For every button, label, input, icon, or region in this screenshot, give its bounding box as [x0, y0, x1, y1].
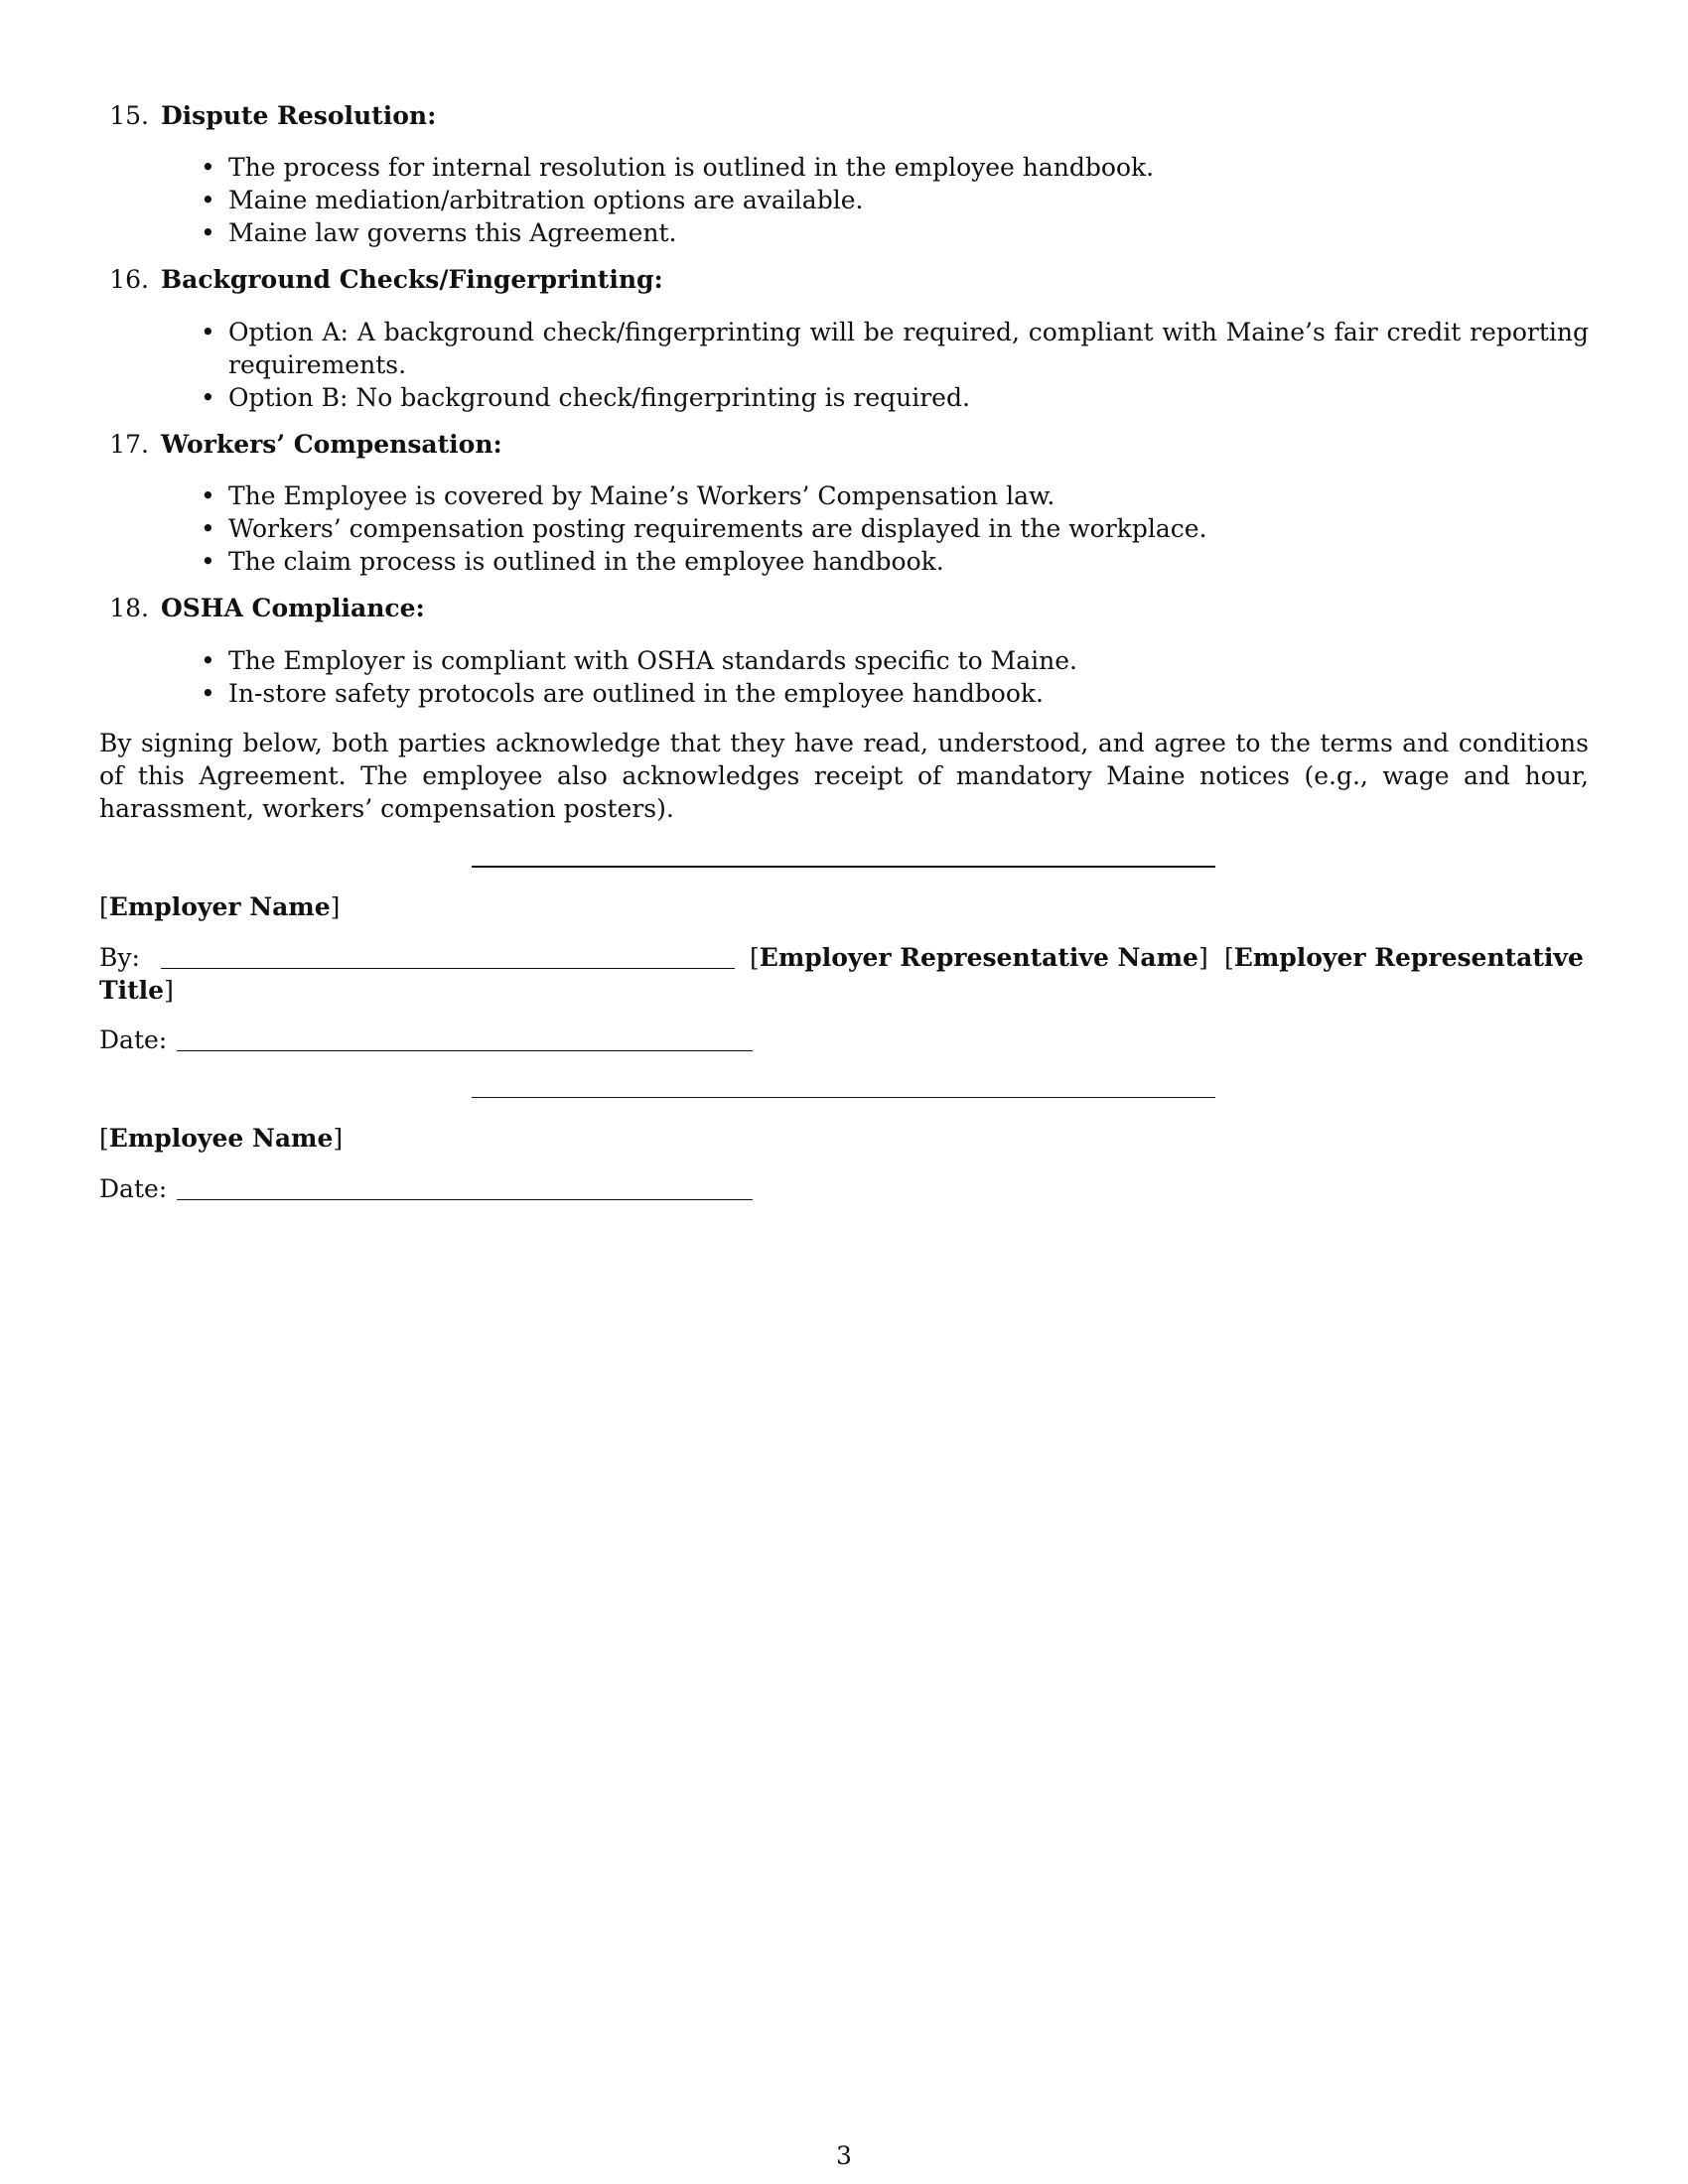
- list-item: • The process for internal resolution is outlined in the employee handbook.: [228, 151, 1589, 184]
- employee-date-line: [177, 1199, 753, 1200]
- section-title: Workers’ Compensation:: [161, 430, 502, 459]
- section-18-list: [228, 644, 1589, 710]
- section-15-list: [228, 151, 1589, 249]
- section-17-list: [228, 479, 1589, 578]
- page-number: 3: [836, 2141, 852, 2170]
- by-label: By:: [99, 943, 140, 972]
- bracket: [: [1224, 943, 1234, 972]
- list-item: • Maine law governs this Agreement.: [228, 216, 1589, 249]
- employer-rep-name-placeholder: [750, 941, 1208, 974]
- employer-rep-title-placeholder: [1224, 941, 1584, 974]
- bracket: [: [750, 943, 760, 972]
- bracket: ]: [333, 1124, 344, 1153]
- employer-rep-title-part2: Title: [99, 976, 165, 1005]
- section-title: OSHA Compliance:: [161, 594, 425, 622]
- section-18-heading: [99, 593, 425, 624]
- employee-date-label: Date:: [99, 1174, 168, 1203]
- bracket: ]: [1197, 943, 1208, 972]
- employer-name: Employer Name: [108, 892, 331, 921]
- employee-signature-line: [472, 1097, 1215, 1098]
- section-title: Dispute Resolution:: [161, 101, 437, 130]
- list-item: • The claim process is outlined in the employee handbook.: [228, 545, 1589, 578]
- section-number: 15.: [109, 101, 149, 130]
- section-number: 17.: [109, 430, 149, 459]
- section-17-heading: [99, 429, 502, 461]
- section-15-heading: [99, 100, 436, 132]
- list-item: • In-store safety protocols are outlined in the employee handbook.: [228, 677, 1589, 710]
- employer-name-placeholder: [99, 890, 340, 923]
- bracket: [: [99, 892, 109, 921]
- list-item: • Workers’ compensation posting requirements are displayed in the workplace.: [228, 512, 1589, 545]
- employee-name: Employee Name: [108, 1124, 334, 1153]
- section-16-list: [228, 316, 1589, 414]
- list-item: • The Employee is covered by Maine’s Workers’ Compensation law.: [228, 479, 1589, 512]
- employer-date-label: Date:: [99, 1025, 168, 1054]
- employer-rep-name: Employer Representative Name: [759, 943, 1198, 972]
- bracket: ]: [330, 892, 341, 921]
- list-item: • Maine mediation/arbitration options are available.: [228, 184, 1589, 216]
- employer-date-line: [177, 1050, 753, 1051]
- section-number: 18.: [109, 594, 149, 622]
- by-signature-line: [161, 968, 735, 969]
- employer-signature-line: [472, 866, 1215, 868]
- employee-name-placeholder: [99, 1122, 343, 1155]
- list-item: • Option A: A background check/fingerprinting will be required, compliant with Maine’s fair credit reporting requirements.: [228, 316, 1589, 381]
- list-item: • The Employer is compliant with OSHA standards specific to Maine.: [228, 644, 1589, 677]
- section-title: Background Checks/Fingerprinting:: [161, 265, 663, 294]
- employer-rep-title-continued: [99, 974, 174, 1007]
- bracket: ]: [164, 976, 174, 1005]
- acknowledgement-paragraph: By signing below, both parties acknowledge that they have read, understood, and agree to the terms and conditions of this Agreement. The employee also acknowledges receipt of mandatory Maine notices (e.g., wage and hour, harassment, workers’ compensation posters).: [99, 729, 1589, 823]
- list-item: • Option B: No background check/fingerprinting is required.: [228, 381, 1589, 414]
- employer-rep-title-part1: Employer Representative: [1233, 943, 1584, 972]
- section-16-heading: [99, 264, 663, 296]
- section-number: 16.: [109, 265, 149, 294]
- bracket: [: [99, 1124, 109, 1153]
